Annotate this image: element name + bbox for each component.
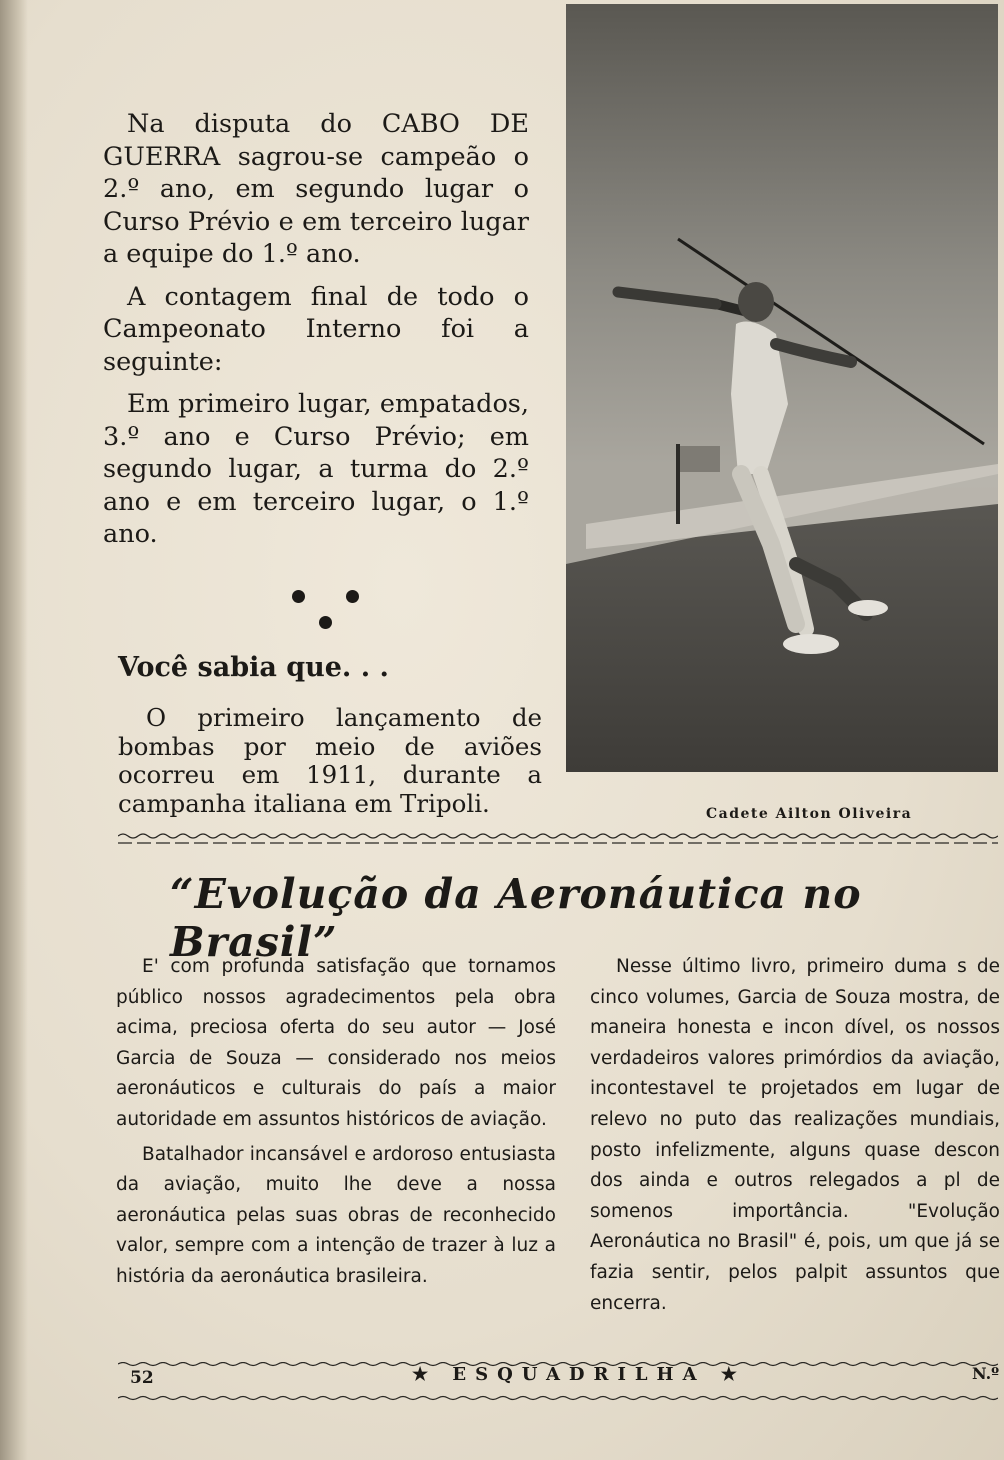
- paragraph-cabo-de-guerra: Na disputa do CABO DE GUERRA sagrou-se campeão o 2.º ano, em segundo lugar o Curso Prévio e em terceiro lugar a equipe do 1.º ano.: [103, 109, 529, 269]
- photo-illustration: [566, 4, 998, 772]
- article-paragraph: Nesse último livro, primeiro duma s de cinco volumes, Garcia de Souza mostra, de maneira honesta e incon dível, os nossos verdadeiros valores primórdios da aviação, incontestavel te projetados em lugar de relevo no puto das realizações mundiais, posto infelizmente, alguns quase descon dos ainda e outros relegados a pl de somenos importância. "Evolução Aeronáutica no Brasil" é, pois, um que já se fazia sentir, pelos palpit assuntos que encerra.: [590, 956, 1000, 1314]
- paragraph-contagem: A contagem final de todo o Campeonato Interno foi a seguinte:: [103, 281, 529, 377]
- dot-icon: [346, 590, 359, 603]
- article-paragraph: Batalhador incansável e ardoroso entusiasta da aviação, muito lhe deve a nossa aeronáutica pelas suas obras de reconhecido valor, sempre com a intenção de trazer à luz a história da aeronáutica brasileira.: [116, 1143, 556, 1287]
- magazine-name: ★ ESQUADRILHA ★: [412, 1364, 746, 1385]
- dot-icon: [319, 616, 332, 629]
- page-number: 52: [130, 1368, 154, 1388]
- javelin-thrower-photo: [566, 4, 998, 772]
- voce-sabia-heading: Você sabia que. . .: [118, 652, 389, 683]
- article-paragraph: E' com profunda satisfação que tornamos público nossos agradecimentos pela obra acima, preciosa oferta do seu autor — José Garcia de Souza — considerado nos meios aeronáuticos e culturais do país a maior autoridade em assuntos históricos de aviação.: [116, 956, 556, 1130]
- section-separator-dots: [290, 590, 360, 640]
- wavy-divider-top: [118, 832, 998, 846]
- article-title: “Evolução da Aeronáutica no Brasil”: [170, 870, 862, 966]
- issue-number-label: N.º: [972, 1364, 1000, 1383]
- voce-sabia-body: O primeiro lançamento de bombas por meio de aviões ocorreu em 1911, durante a campanha italiana em Tripoli.: [118, 703, 542, 818]
- dot-icon: [292, 590, 305, 603]
- paragraph-final-ranking: Em primeiro lugar, empatados, 3.º ano e Curso Prévio; em segundo lugar, a turma do 2.º ano e em terceiro lugar, o 1.º ano.: [103, 389, 529, 549]
- article-column-right: [590, 952, 1000, 1323]
- photo-caption: Cadete Ailton Oliveira: [706, 806, 913, 822]
- binding-shadow: [0, 0, 28, 1460]
- article-column-left: [116, 952, 556, 1297]
- results-text: [103, 108, 529, 561]
